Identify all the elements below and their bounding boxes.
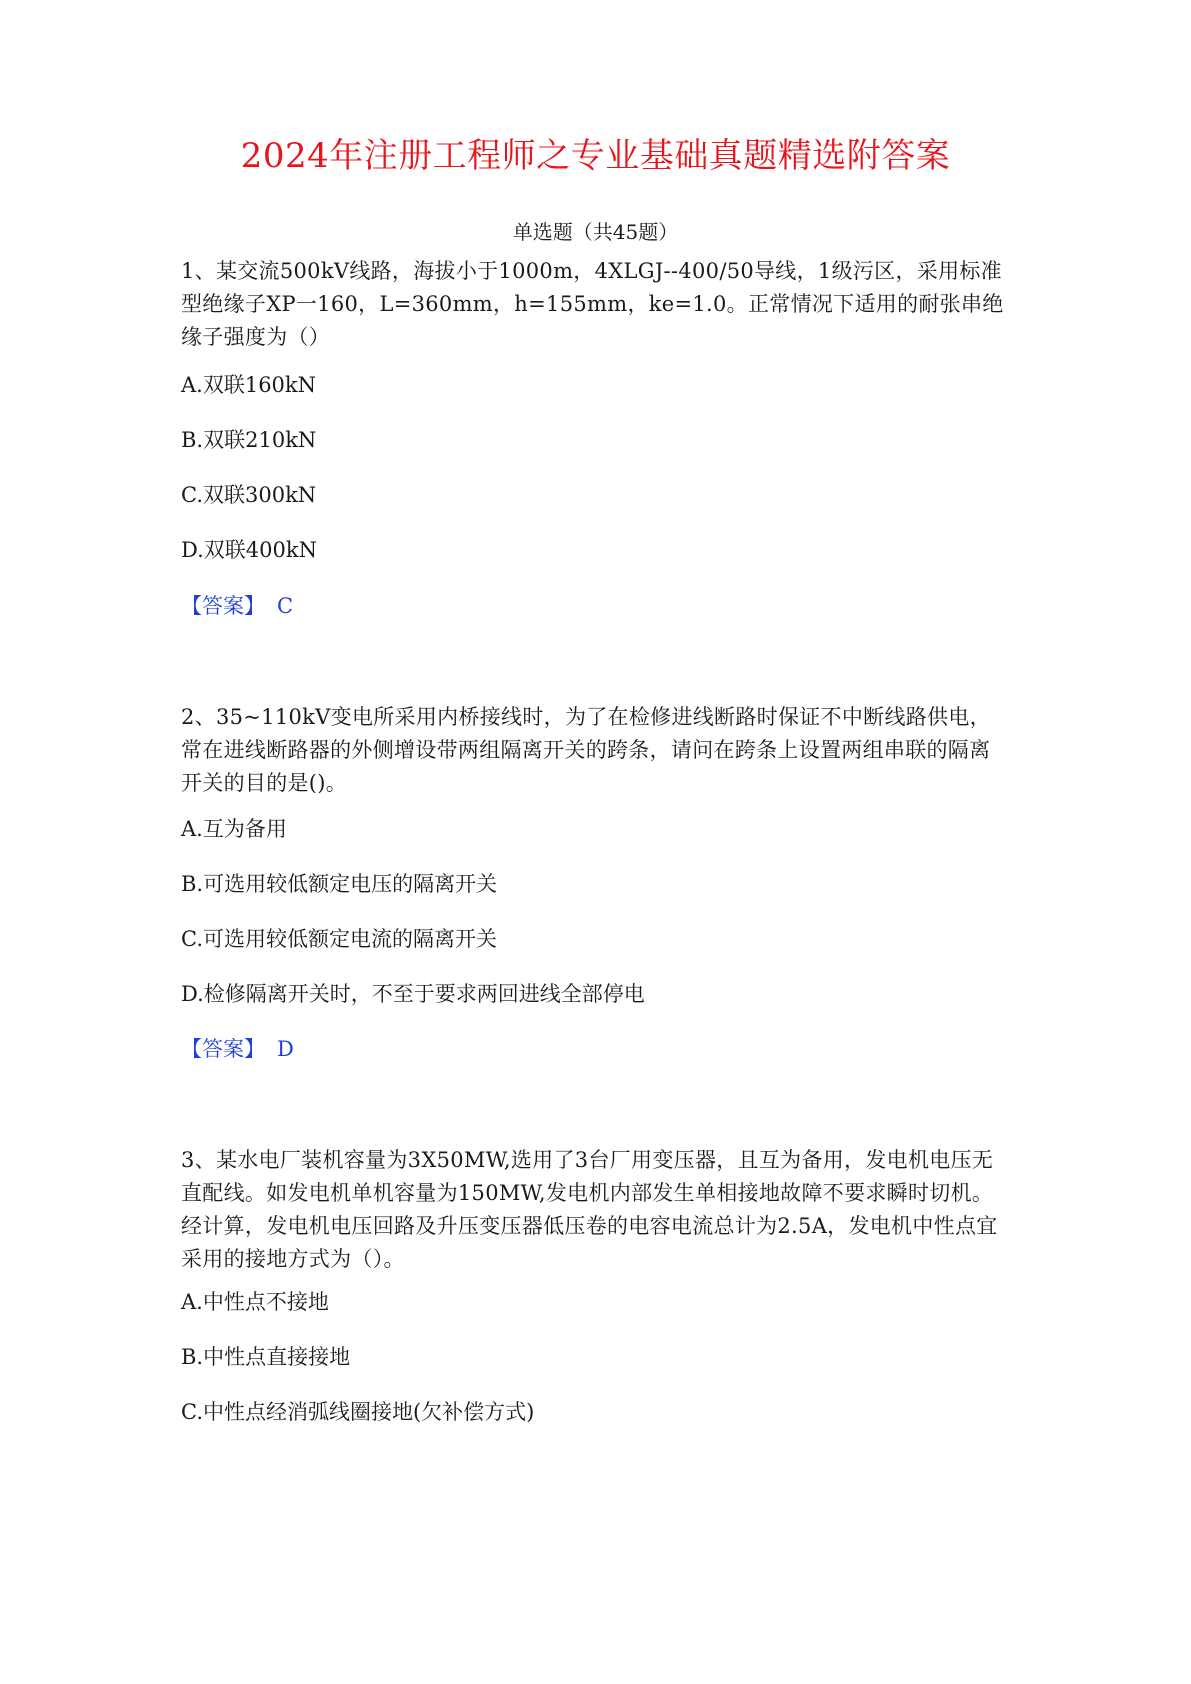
question-1-text: 1、某交流500kV线路，海拔小于1000m，4XLGJ--400/50导线，1级污区，采用标准型绝缘子XP一160，L=360mm，h=155mm，ke=1.0。正常情况下适用的耐张串绝缘子强度为（） — [181, 259, 1004, 349]
question-1-option-b: B.双联210kN — [181, 428, 317, 452]
question-3-text: 3、某水电厂装机容量为3X50MW,选用了3台厂用变压器，且互为备用，发电机电压无直配线。如发电机单机容量为150MW,发电机内部发生单相接地故障不要求瞬时切机。经计算，发电机电压回路及升压变压器低压卷的电容电流总计为2.5A，发电机中性点宜采用的接地方式为（）。 — [181, 1148, 998, 1271]
question-1-option-c: C.双联300kN — [181, 483, 317, 507]
answer-tag: 【答案】 — [181, 1037, 265, 1061]
question-2-option-d: D.检修隔离开关时，不至于要求两回进线全部停电 — [181, 982, 645, 1006]
answer-value: C — [277, 594, 294, 618]
question-1-option-a: A.双联160kN — [181, 373, 317, 397]
question-3-option-c: C.中性点经消弧线圈接地(欠补偿方式) — [181, 1400, 535, 1424]
answer-tag: 【答案】 — [181, 594, 265, 618]
question-1-option-d: D.双联400kN — [181, 538, 317, 562]
question-2-answer — [181, 1034, 294, 1064]
answer-value: D — [277, 1037, 294, 1061]
question-1-answer — [181, 591, 293, 621]
question-2-option-b: B.可选用较低额定电压的隔离开关 — [181, 872, 498, 896]
section-heading: 单选题（共45题） — [512, 220, 679, 244]
question-3-option-a: A.中性点不接地 — [181, 1290, 329, 1314]
question-2-text: 2、35~110kV变电所采用内桥接线时，为了在检修进线断路时保证不中断线路供电，常在进线断路器的外侧增设带两组隔离开关的跨条，请问在跨条上设置两组串联的隔离开关的目的是()。 — [181, 705, 991, 795]
question-3-option-b: B.中性点直接接地 — [181, 1345, 351, 1369]
question-2-option-a: A.互为备用 — [181, 817, 287, 841]
question-2-option-c: C.可选用较低额定电流的隔离开关 — [181, 927, 497, 951]
document-title: 2024年注册工程师之专业基础真题精选附答案 — [240, 136, 951, 176]
